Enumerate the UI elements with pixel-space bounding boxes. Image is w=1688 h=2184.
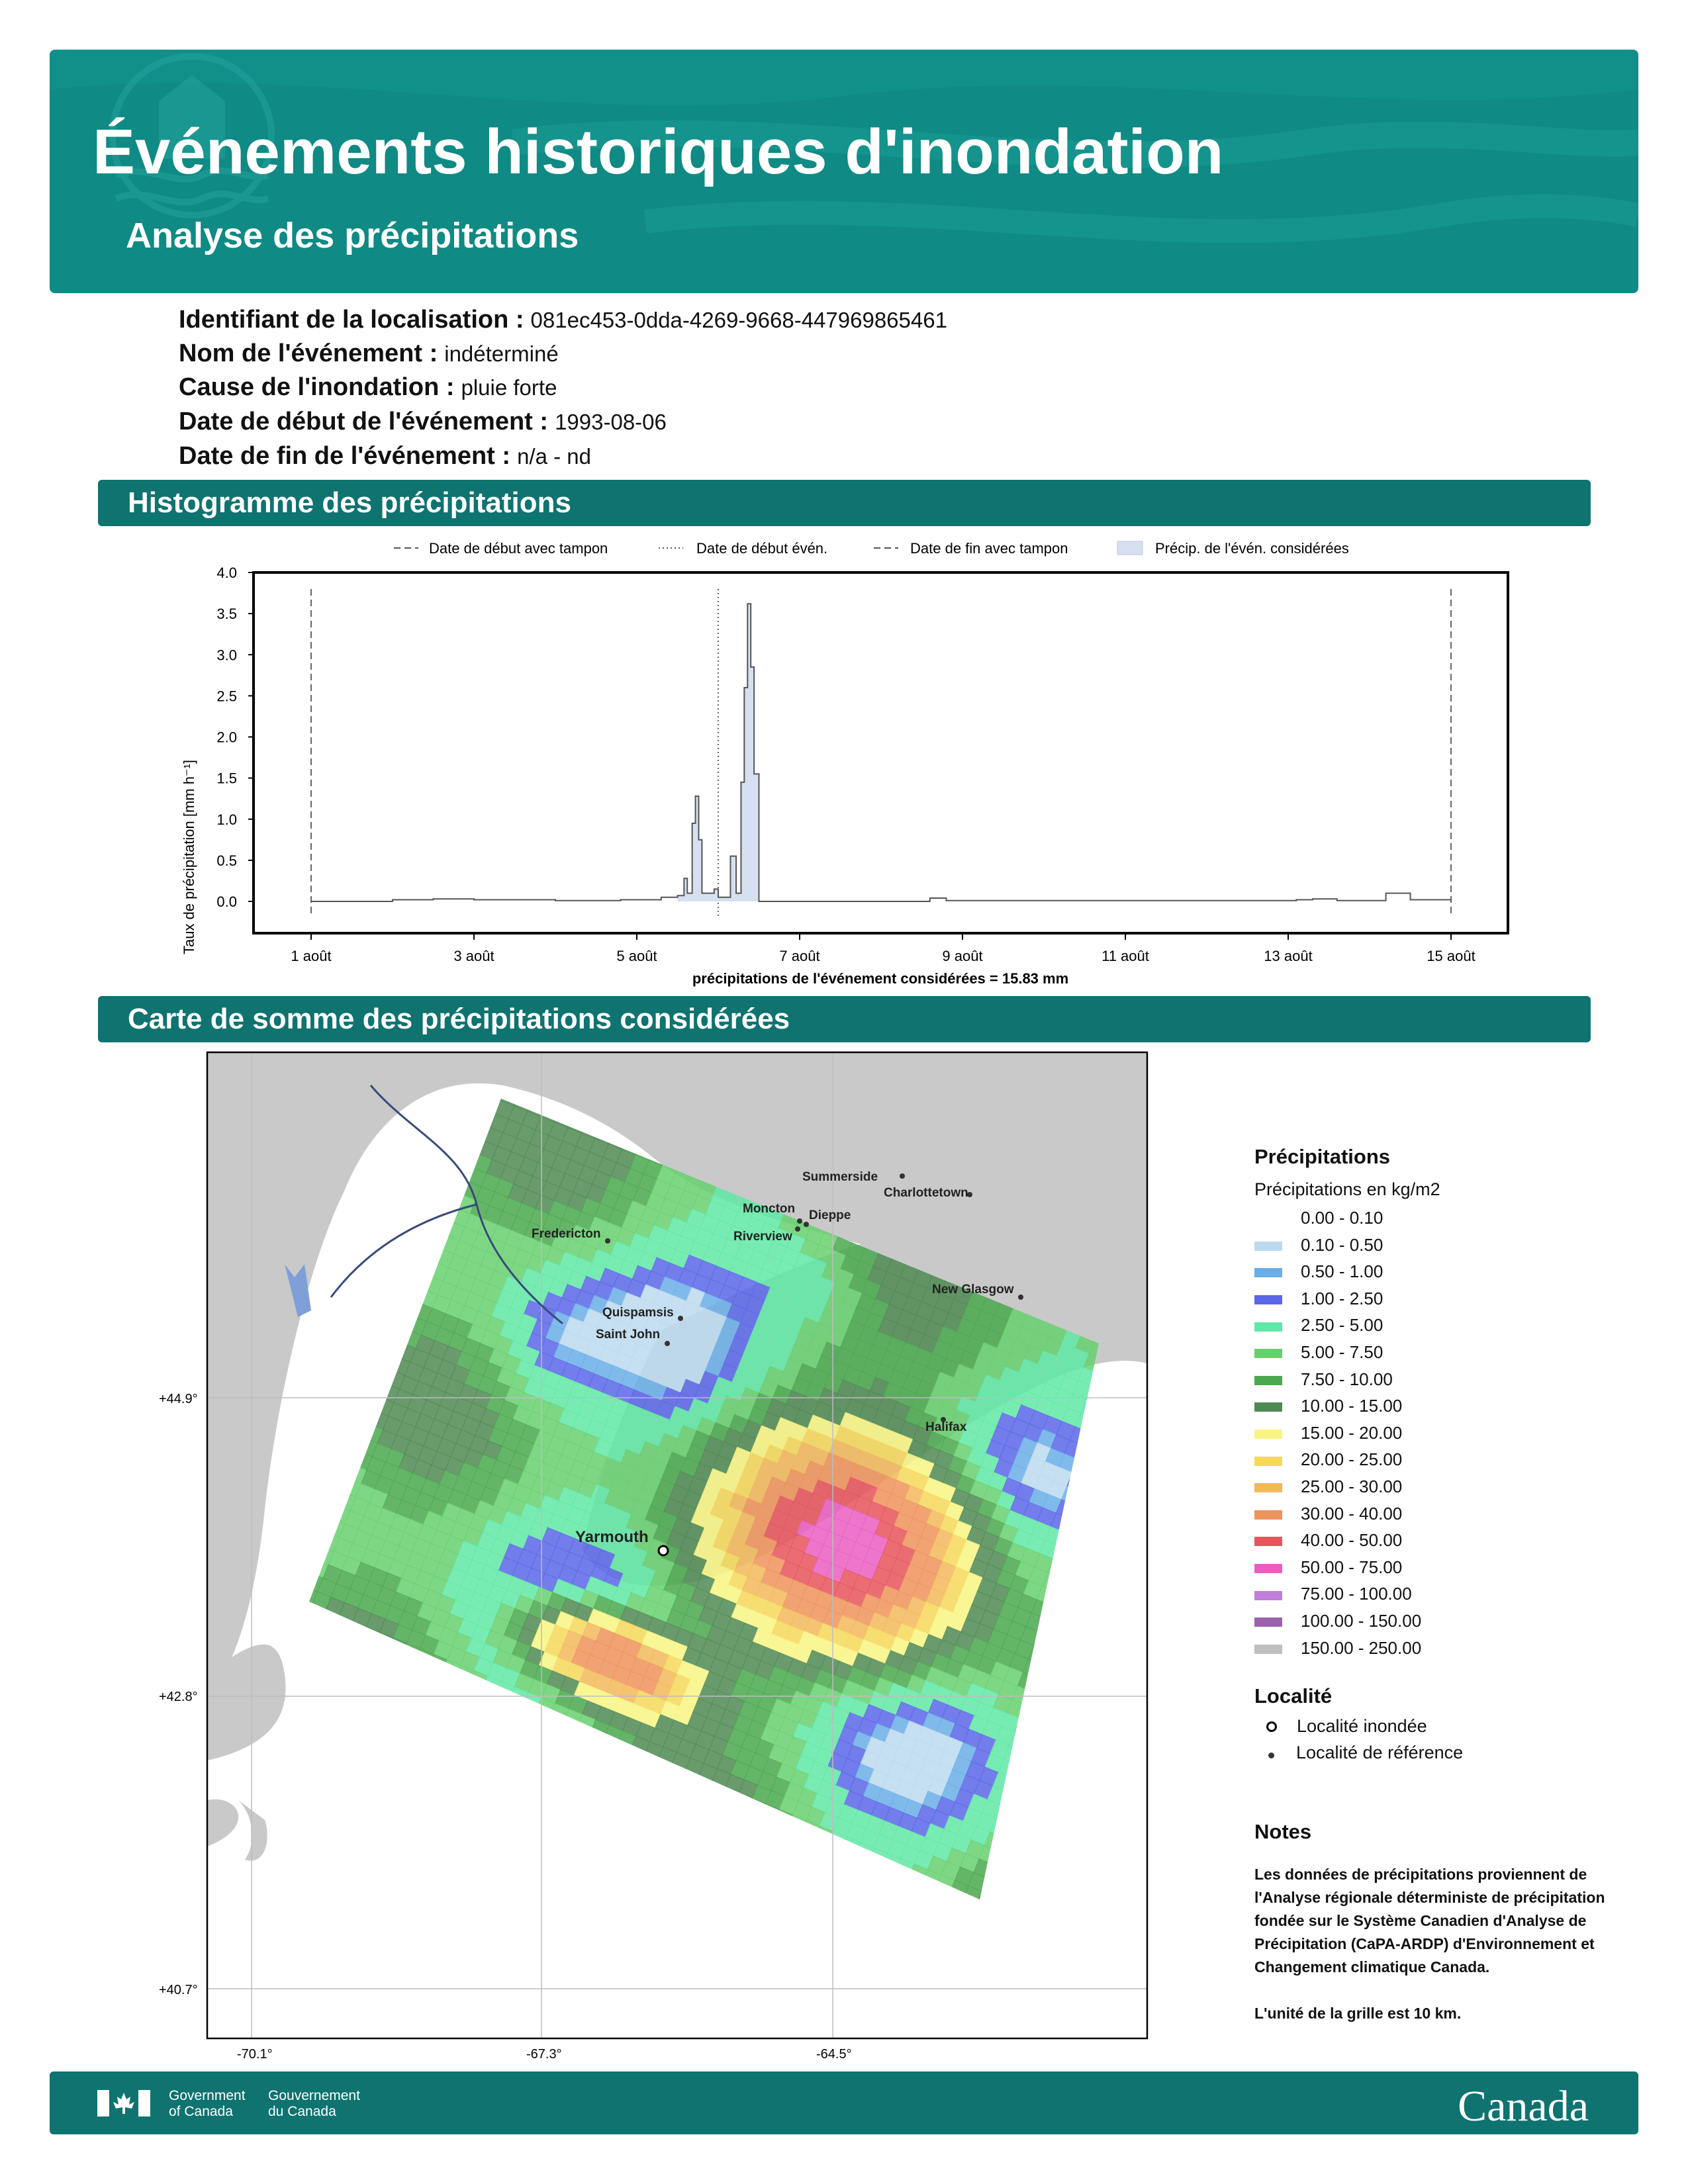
precip-cell bbox=[1164, 1308, 1184, 1328]
precip-cell bbox=[1148, 1348, 1168, 1368]
precip-cell bbox=[1192, 1318, 1211, 1338]
map-legend-unit: Précipitations en kg/m2 bbox=[1254, 1179, 1440, 1199]
meta-location bbox=[179, 306, 947, 334]
locality-label: Dieppe bbox=[809, 1208, 851, 1222]
notes-body: Les données de précipitations proviennent de l'Analyse régionale déterministe de précipitation fondée sur le Système Canadien d'Analyse de Précipitation (CaPA-ARDP) d'Environnement et Changement climatique Canada. bbox=[1254, 1866, 1605, 1976]
legend-swatch bbox=[1254, 1510, 1282, 1520]
meta-value: indéterminé bbox=[444, 341, 559, 366]
legend-swatch bbox=[1254, 1402, 1282, 1412]
map-legend-title: Précipitations bbox=[1254, 1145, 1390, 1168]
legend-bin-label: 20.00 - 25.00 bbox=[1301, 1449, 1403, 1470]
legend-flooded-label: Localité inondée bbox=[1297, 1716, 1427, 1736]
legend-bin bbox=[1254, 1611, 1421, 1631]
locality-label: Halifax bbox=[925, 1420, 967, 1434]
precip-cell bbox=[1148, 1426, 1168, 1446]
x-tick-label: 3 août bbox=[453, 948, 494, 964]
legend-bin-label: 75.00 - 100.00 bbox=[1301, 1584, 1412, 1604]
page-subtitle: Analyse des précipitations bbox=[126, 216, 579, 255]
locality-label: Quispamsis bbox=[602, 1306, 674, 1320]
footer bbox=[50, 2071, 1638, 2134]
y-tick-label: 1.5 bbox=[216, 770, 237, 787]
meta-value: 081ec453-0dda-4269-9668-447969865461 bbox=[530, 308, 947, 332]
y-tick-label: 2.0 bbox=[216, 729, 237, 746]
precip-cell bbox=[1156, 1367, 1176, 1387]
section-histogram bbox=[98, 480, 1591, 526]
legend-bin bbox=[1254, 1449, 1402, 1470]
precip-cell bbox=[1183, 1378, 1203, 1398]
precip-cell bbox=[1156, 1445, 1176, 1465]
precip-cell bbox=[1194, 1351, 1214, 1371]
meta-label: Cause de l'inondation : bbox=[179, 373, 455, 401]
legend-bin bbox=[1254, 1342, 1383, 1363]
precip-cell bbox=[1164, 1386, 1184, 1406]
legend-buffer-start: Date de début avec tampon bbox=[429, 540, 608, 557]
legend-bin bbox=[1254, 1584, 1412, 1604]
precip-cell bbox=[1205, 1324, 1225, 1343]
legend-buffer-end: Date de fin avec tampon bbox=[910, 540, 1068, 557]
legend-bin bbox=[1254, 1208, 1383, 1228]
legend-bin bbox=[1254, 1638, 1421, 1659]
y-tick-label: 1.0 bbox=[216, 811, 237, 828]
legend-bin bbox=[1254, 1423, 1402, 1443]
lat-label: +42.8° bbox=[159, 1690, 198, 1704]
precip-cell bbox=[1159, 1321, 1179, 1341]
legend-bin bbox=[1254, 1289, 1383, 1309]
x-axis-label: précipitations de l'événement considérées = 15.83 mm bbox=[692, 970, 1069, 987]
precip-cell bbox=[1145, 1394, 1165, 1414]
legend-swatch bbox=[1254, 1430, 1282, 1439]
legend-bin-label: 0.50 - 1.00 bbox=[1301, 1261, 1383, 1282]
precip-cell bbox=[1153, 1413, 1173, 1433]
locality-legend-title: Localité bbox=[1254, 1684, 1333, 1707]
reference-marker-icon bbox=[1268, 1752, 1274, 1758]
legend-bin-label: 25.00 - 30.00 bbox=[1301, 1477, 1403, 1496]
legend-swatch bbox=[1254, 1242, 1282, 1251]
x-tick-label: 11 août bbox=[1102, 948, 1149, 964]
legend-swatch bbox=[1254, 1295, 1282, 1304]
x-tick-label: 5 août bbox=[616, 948, 657, 964]
y-axis bbox=[216, 565, 254, 910]
page-title: Événements historiques d'inondation bbox=[93, 116, 1224, 187]
precip-cell bbox=[1150, 1381, 1170, 1400]
x-axis bbox=[291, 933, 1475, 964]
legend-swatch bbox=[1254, 1457, 1282, 1466]
section-title: Carte de somme des précipitations considérées bbox=[128, 1003, 790, 1035]
meta-cause bbox=[179, 373, 557, 402]
meta-label: Identifiant de la localisation : bbox=[179, 306, 524, 334]
precip-cell bbox=[1167, 1340, 1187, 1360]
legend-bin bbox=[1254, 1315, 1383, 1336]
precip-cell bbox=[1159, 1400, 1179, 1420]
meta-value: pluie forte bbox=[461, 375, 557, 400]
locality-label: Fredericton bbox=[532, 1227, 601, 1241]
legend-swatch bbox=[1254, 1591, 1282, 1600]
meta-start bbox=[179, 408, 667, 436]
legend-bin-label: 0.10 - 0.50 bbox=[1301, 1234, 1383, 1255]
lon-label: -64.5° bbox=[816, 2047, 852, 2062]
meta-value: 1993-08-06 bbox=[555, 410, 667, 434]
precip-cell bbox=[1184, 1300, 1203, 1320]
legend-bin-label: 0.00 - 0.10 bbox=[1301, 1208, 1383, 1228]
y-tick-label: 0.0 bbox=[216, 893, 237, 910]
legend-reference bbox=[1254, 1743, 1463, 1763]
legend-flooded bbox=[1254, 1716, 1427, 1737]
precip-cell bbox=[1180, 1345, 1200, 1365]
y-tick-label: 2.5 bbox=[216, 688, 237, 705]
legend-event-start: Date de début évén. bbox=[696, 540, 828, 557]
y-tick-label: 0.5 bbox=[216, 852, 237, 869]
histogram-chart bbox=[0, 523, 1688, 1039]
x-tick-label: 7 août bbox=[779, 948, 820, 964]
legend-bin bbox=[1254, 1530, 1402, 1551]
legend-swatch bbox=[1254, 1268, 1282, 1277]
precip-cell bbox=[1146, 1316, 1166, 1336]
legend-bin bbox=[1254, 1235, 1383, 1255]
legend-bin-label: 100.00 - 150.00 bbox=[1301, 1611, 1422, 1631]
legend-swatch bbox=[1254, 1322, 1282, 1332]
x-tick-label: 13 août bbox=[1264, 948, 1313, 964]
legend-bin-label: 150.00 - 250.00 bbox=[1301, 1637, 1422, 1658]
x-tick-label: 15 août bbox=[1427, 948, 1476, 964]
locality-label: Moncton bbox=[743, 1202, 796, 1216]
y-axis-label: Taux de précipitation [mm h⁻¹] bbox=[181, 759, 197, 955]
gov-en: Government of Canada bbox=[169, 2088, 246, 2119]
precip-cell bbox=[1186, 1332, 1206, 1352]
meta-label: Nom de l'événement : bbox=[179, 340, 438, 367]
locality-label: Charlottetown bbox=[884, 1186, 968, 1200]
legend-bin-label: 5.00 - 7.50 bbox=[1301, 1342, 1383, 1362]
locality-label: Summerside bbox=[802, 1170, 878, 1184]
legend-bin bbox=[1254, 1477, 1402, 1497]
legend-bin-label: 15.00 - 20.00 bbox=[1301, 1422, 1403, 1443]
meta-label: Date de fin de l'événement : bbox=[179, 442, 511, 470]
section-map bbox=[98, 996, 1591, 1042]
canada-wordmark: Canada bbox=[1458, 2082, 1589, 2130]
legend-bin-label: 1.00 - 2.50 bbox=[1301, 1288, 1383, 1308]
precip-cell bbox=[1197, 1305, 1217, 1325]
locality-label: Saint John bbox=[596, 1328, 661, 1342]
precip-cell bbox=[522, 1046, 541, 1052]
precip-cell bbox=[1211, 1310, 1231, 1330]
precip-cell bbox=[1151, 1302, 1171, 1322]
lon-label: -67.3° bbox=[526, 2047, 562, 2062]
locality-flooded-label: Yarmouth bbox=[575, 1528, 649, 1546]
precip-cell bbox=[1167, 1418, 1187, 1438]
precip-cell bbox=[1150, 1459, 1170, 1479]
legend-swatch bbox=[1254, 1214, 1282, 1224]
legend-bin-label: 10.00 - 15.00 bbox=[1301, 1396, 1403, 1416]
legend-bin-label: 50.00 - 75.00 bbox=[1301, 1557, 1403, 1577]
event-markers bbox=[311, 589, 1451, 917]
section-title: Histogramme des précipitations bbox=[128, 486, 571, 519]
lon-label: -70.1° bbox=[237, 2047, 273, 2062]
gov-fr: Gouvernement du Canada bbox=[268, 2088, 360, 2119]
notes-text bbox=[1254, 1863, 1612, 2025]
legend-swatch bbox=[1254, 1564, 1282, 1573]
precip-cell bbox=[1154, 1335, 1174, 1355]
precip-cell bbox=[1170, 1294, 1190, 1314]
precip-cell bbox=[1170, 1373, 1190, 1392]
legend-bin-label: 7.50 - 10.00 bbox=[1301, 1369, 1393, 1389]
legend-bin bbox=[1254, 1396, 1402, 1416]
precip-cell bbox=[1172, 1405, 1192, 1425]
legend-swatch bbox=[1254, 1537, 1282, 1546]
precip-line bbox=[311, 604, 1451, 901]
meta-name bbox=[179, 340, 559, 368]
legend-swatch bbox=[1254, 1617, 1282, 1627]
x-tick-label: 1 août bbox=[291, 948, 332, 964]
legend-bin bbox=[1254, 1557, 1402, 1578]
legend-swatch bbox=[1254, 1645, 1282, 1654]
meta-end bbox=[179, 442, 591, 471]
legend-bin-label: 40.00 - 50.00 bbox=[1301, 1530, 1403, 1551]
plot-frame bbox=[254, 572, 1508, 933]
legend-bin-label: 30.00 - 40.00 bbox=[1301, 1503, 1403, 1524]
x-tick-label: 9 août bbox=[942, 948, 983, 964]
y-tick-label: 4.0 bbox=[216, 565, 237, 581]
canada-flag-icon bbox=[97, 2090, 150, 2116]
locality-label: Riverview bbox=[733, 1230, 792, 1244]
y-tick-label: 3.0 bbox=[216, 647, 237, 664]
precip-cell bbox=[187, 1666, 207, 1686]
legend-event-precip: Précip. de l'évén. considérées bbox=[1155, 540, 1349, 557]
legend-bin bbox=[1254, 1369, 1393, 1390]
precip-cell bbox=[1178, 1391, 1197, 1411]
chart-legend bbox=[394, 540, 1349, 557]
lat-label: +40.7° bbox=[159, 1983, 198, 1997]
notes-grid-unit: L'unité de la grille est 10 km. bbox=[1254, 2005, 1462, 2022]
legend-bin bbox=[1254, 1504, 1402, 1524]
precip-cell bbox=[1189, 1365, 1209, 1385]
legend-swatch bbox=[1254, 1376, 1282, 1385]
precip-cell bbox=[1161, 1432, 1181, 1452]
precip-cell bbox=[1178, 1313, 1198, 1333]
precip-cell bbox=[1172, 1326, 1192, 1346]
lat-label: +44.9° bbox=[159, 1392, 198, 1406]
locality-label: New Glasgow bbox=[932, 1283, 1014, 1297]
precip-cell bbox=[476, 1046, 496, 1049]
precip-cell bbox=[1175, 1359, 1195, 1379]
header-banner bbox=[50, 50, 1638, 293]
flooded-marker-icon bbox=[1266, 1721, 1277, 1732]
legend-reference-label: Localité de référence bbox=[1296, 1743, 1464, 1762]
legend-bin-label: 2.50 - 5.00 bbox=[1301, 1315, 1383, 1336]
meta-value: n/a - nd bbox=[517, 444, 591, 469]
notes-title: Notes bbox=[1254, 1820, 1312, 1843]
precip-cell bbox=[1162, 1353, 1182, 1373]
legend-swatch bbox=[1254, 1483, 1282, 1492]
precip-cell bbox=[444, 1046, 463, 1052]
precip-cell bbox=[1156, 1289, 1176, 1308]
meta-label: Date de début de l'événement : bbox=[179, 408, 549, 435]
y-tick-label: 3.5 bbox=[216, 606, 237, 623]
legend-swatch bbox=[1254, 1349, 1282, 1358]
legend-bin bbox=[1254, 1261, 1383, 1282]
precip-cell bbox=[1199, 1338, 1219, 1357]
